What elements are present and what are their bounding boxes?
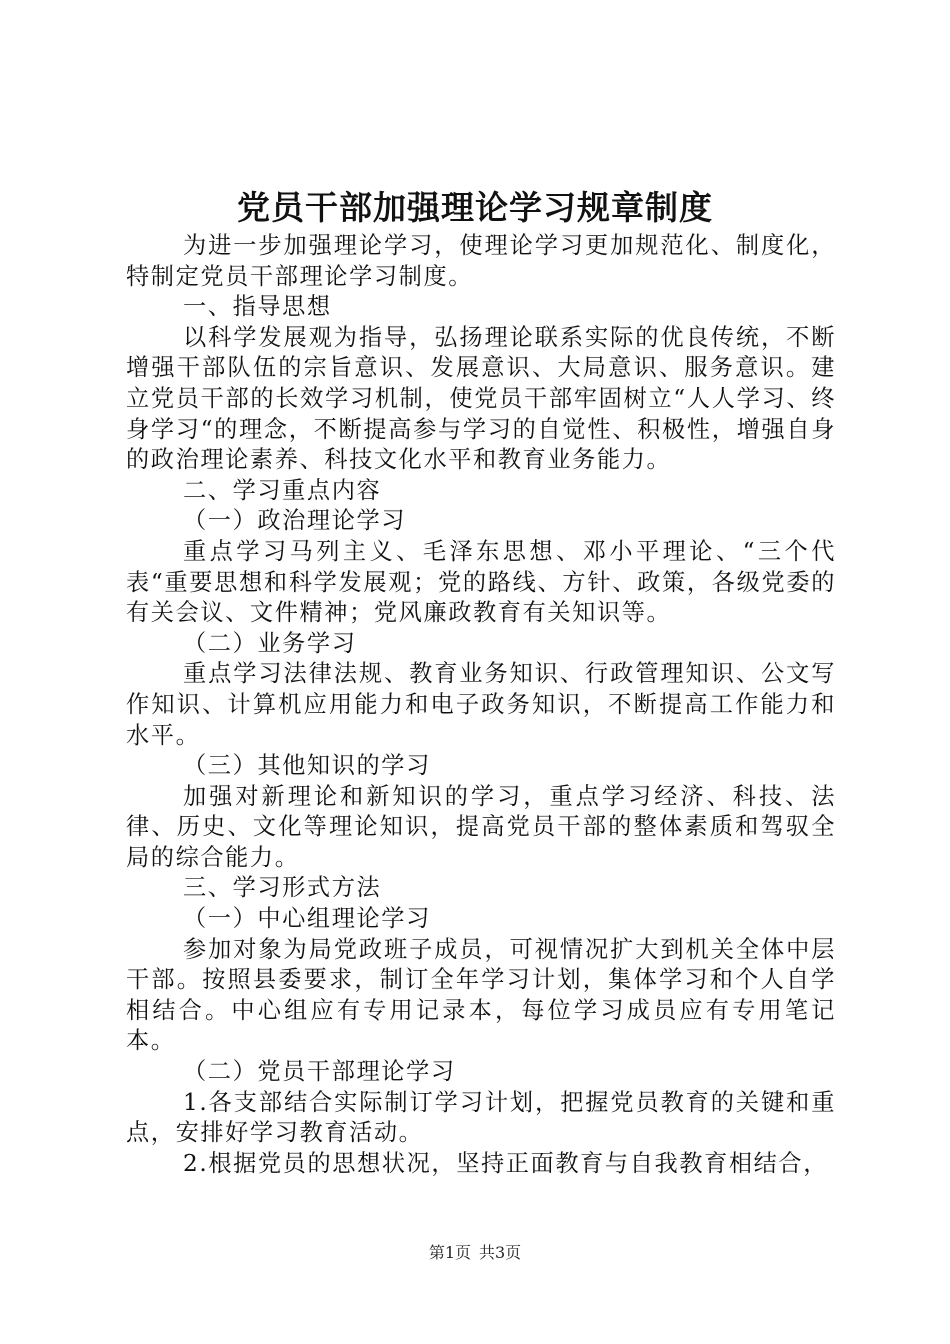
page-footer — [0, 1243, 950, 1263]
list-item-1: 1.各支部结合实际制订学习计划，把握党员教育的关键和重点，安排好学习教育活动。 — [126, 1088, 836, 1147]
other-knowledge-paragraph: 加强对新理论和新知识的学习，重点学习经济、科技、法律、历史、文化等理论知识，提高党员干部的整体素质和驾驭全局的综合能力。 — [126, 782, 836, 871]
subheading-other-knowledge: （三）其他知识的学习 — [183, 752, 431, 780]
business-study-paragraph: 重点学习法律法规、教育业务知识、行政管理知识、公文写作知识、计算机应用能力和电子政务知识，不断提高工作能力和水平。 — [126, 660, 836, 749]
section-heading-guiding-ideology: 一、指导思想 — [183, 293, 332, 321]
subheading-political-theory: （一）政治理论学习 — [183, 507, 407, 535]
section-heading-study-methods: 三、学习形式方法 — [183, 874, 382, 902]
page-number: 第1页 — [428, 1243, 471, 1262]
intro-paragraph: 为进一步加强理论学习，使理论学习更加规范化、制度化，特制定党员干部理论学习制度。 — [126, 232, 836, 290]
guiding-ideology-paragraph: 以科学发展观为指导，弘扬理论联系实际的优良传统，不断增强干部队伍的宗旨意识、发展意识、大局意识、服务意识。建立党员干部的长效学习机制，使党员干部牢固树立“人人学习、终身学习“的理念，不断提高参与学习的自觉性、积极性，增强自身的政治理论素养、科技文化水平和教育业务能力。 — [126, 323, 836, 474]
central-group-paragraph: 参加对象为局党政班子成员，可视情况扩大到机关全体中层干部。按照县委要求，制订全年学习计划，集体学习和个人自学相结合。中心组应有专用记录本，每位学习成员应有专用笔记本。 — [126, 935, 836, 1055]
page-total: 共3页 — [479, 1243, 522, 1262]
political-theory-paragraph: 重点学习马列主义、毛泽东思想、邓小平理论、“三个代表“重要思想和科学发展观；党的路线、方针、政策，各级党委的有关会议、文件精神；党风廉政教育有关知识等。 — [126, 537, 836, 627]
subheading-central-group: （一）中心组理论学习 — [183, 905, 431, 933]
section-heading-key-content: 二、学习重点内容 — [183, 476, 382, 504]
subheading-business-study: （二）业务学习 — [183, 629, 357, 657]
document-title: 党员干部加强理论学习规章制度 — [237, 188, 713, 227]
list-item-2: 2.根据党员的思想状况，坚持正面教育与自我教育相结合， — [183, 1149, 829, 1177]
subheading-party-member-study: （二）党员干部理论学习 — [183, 1058, 456, 1086]
document-body — [126, 231, 836, 1179]
